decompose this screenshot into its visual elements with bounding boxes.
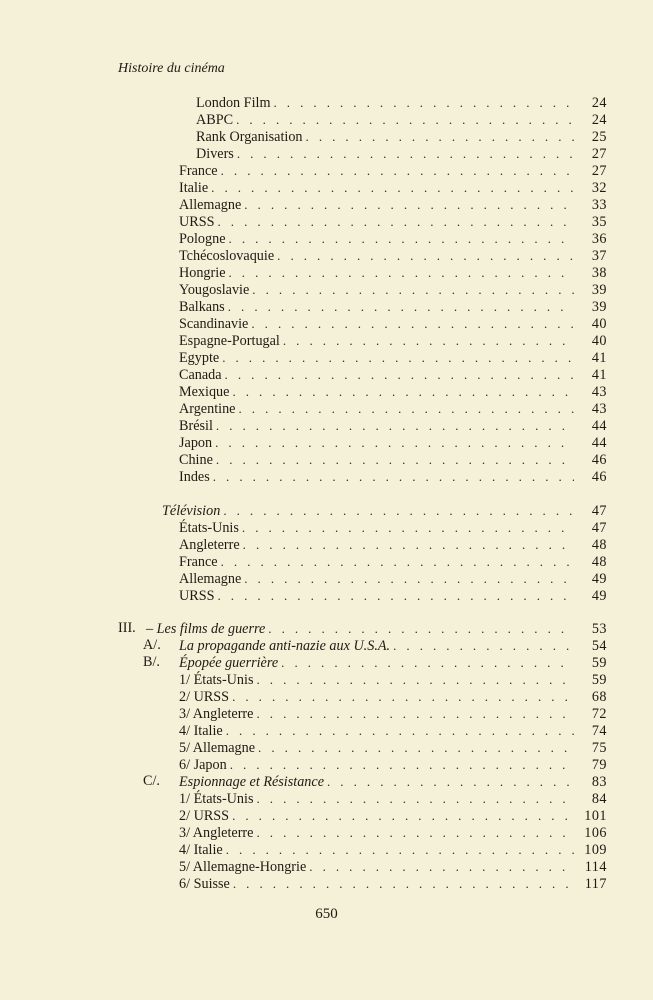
dot-leader bbox=[222, 349, 574, 366]
running-title: Histoire du cinéma bbox=[118, 61, 225, 76]
toc-entry bbox=[0, 128, 653, 145]
dot-leader bbox=[215, 434, 574, 451]
toc-entry bbox=[0, 213, 653, 230]
toc-entry-page: 43 bbox=[591, 384, 607, 400]
toc-entry-title: Italie bbox=[179, 180, 209, 196]
toc-entry-marker: III. bbox=[118, 620, 136, 636]
toc-entry-title: Japon bbox=[179, 435, 213, 451]
toc-entry bbox=[0, 790, 653, 807]
toc-entry bbox=[0, 196, 653, 213]
toc-entry-page: 44 bbox=[591, 435, 607, 451]
toc-entry-page: 47 bbox=[591, 502, 607, 519]
dot-leader bbox=[256, 824, 574, 841]
toc-entry-title: Espagne-Portugal bbox=[179, 333, 280, 349]
toc-entry bbox=[0, 468, 653, 485]
toc-entry-page: 40 bbox=[591, 316, 607, 332]
toc-entry bbox=[0, 230, 653, 247]
toc-entry-page: 49 bbox=[591, 570, 607, 587]
toc-entry bbox=[0, 519, 653, 536]
toc-entry-page: 44 bbox=[591, 418, 607, 434]
toc-entry-page: 75 bbox=[591, 740, 607, 756]
toc-entry-page: 40 bbox=[591, 333, 607, 349]
toc-entry-title: Yougoslavie bbox=[179, 282, 250, 298]
dot-leader bbox=[244, 570, 574, 587]
toc-entry-page: 83 bbox=[591, 774, 607, 790]
toc-entry-title: États-Unis bbox=[179, 519, 239, 536]
toc-entry-page: 59 bbox=[591, 672, 607, 688]
toc-entry-page: 84 bbox=[591, 791, 607, 807]
toc-entry-title: 1/ États-Unis bbox=[179, 791, 254, 807]
toc-entry bbox=[0, 824, 653, 841]
toc-entry-title: 2/ URSS bbox=[179, 689, 230, 705]
toc-entry bbox=[0, 179, 653, 196]
toc-entry-title: Chine bbox=[179, 452, 213, 468]
dot-leader bbox=[226, 841, 574, 858]
toc-entry bbox=[0, 417, 653, 434]
dot-leader bbox=[281, 654, 574, 671]
dot-leader bbox=[258, 739, 574, 756]
dot-leader bbox=[251, 315, 574, 332]
toc-entry-title: 4/ Italie bbox=[179, 723, 223, 739]
toc-entry-title: Allemagne bbox=[179, 197, 242, 213]
toc-entry-title: La propagande anti-nazie aux U.S.A. bbox=[179, 638, 391, 654]
toc-entry bbox=[0, 620, 653, 637]
dot-leader bbox=[327, 773, 574, 790]
toc-entry bbox=[0, 264, 653, 281]
toc-entry-page: 35 bbox=[591, 214, 607, 230]
dot-leader bbox=[232, 383, 574, 400]
toc-entry-page: 114 bbox=[584, 859, 607, 875]
toc-entry-page: 48 bbox=[591, 553, 607, 570]
dot-leader bbox=[229, 230, 574, 247]
toc-entry-page: 33 bbox=[591, 197, 607, 213]
toc-entry-page: 53 bbox=[591, 621, 607, 637]
toc-entry-title: Canada bbox=[179, 367, 222, 383]
toc-entry-title: 3/ Angleterre bbox=[179, 706, 254, 722]
toc-entry-title: 5/ Allemagne-Hongrie bbox=[179, 859, 307, 875]
dot-leader bbox=[216, 451, 574, 468]
dot-leader bbox=[228, 298, 574, 315]
toc-entry-title: Espionnage et Résistance bbox=[179, 774, 324, 790]
toc-entry-page: 106 bbox=[584, 825, 607, 841]
dot-leader bbox=[216, 417, 574, 434]
toc-entry bbox=[0, 671, 653, 688]
toc-entry-page: 117 bbox=[584, 876, 607, 892]
toc-entry bbox=[0, 654, 653, 671]
toc-entry bbox=[0, 332, 653, 349]
toc-entry bbox=[0, 451, 653, 468]
dot-leader bbox=[232, 807, 574, 824]
toc-entry-page: 49 bbox=[591, 587, 607, 604]
toc-entry bbox=[0, 383, 653, 400]
section-spacer bbox=[0, 604, 653, 621]
dot-leader bbox=[225, 366, 574, 383]
table-of-contents bbox=[0, 94, 653, 892]
toc-entry-title: Brésil bbox=[179, 418, 213, 434]
toc-entry-title: Tchécoslovaquie bbox=[179, 248, 275, 264]
dot-leader bbox=[243, 536, 574, 553]
toc-entry-title: ABPC bbox=[196, 112, 234, 128]
toc-entry-title: France bbox=[179, 163, 218, 179]
toc-entry-title: Rank Organisation bbox=[196, 129, 303, 145]
toc-entry-title: – Les films de guerre bbox=[146, 621, 266, 637]
dot-leader bbox=[237, 145, 574, 162]
toc-entry-title: France bbox=[179, 553, 218, 570]
dot-leader bbox=[256, 790, 574, 807]
section-spacer bbox=[0, 485, 653, 502]
toc-entry-title: Argentine bbox=[179, 401, 236, 417]
toc-entry-page: 24 bbox=[591, 95, 607, 111]
toc-entry-title: Allemagne bbox=[179, 570, 242, 587]
toc-entry bbox=[0, 247, 653, 264]
toc-entry bbox=[0, 400, 653, 417]
toc-entry-page: 36 bbox=[591, 231, 607, 247]
toc-entry bbox=[0, 688, 653, 705]
toc-entry-title: Hongrie bbox=[179, 265, 226, 281]
toc-entry bbox=[0, 502, 653, 519]
toc-entry-page: 46 bbox=[591, 469, 607, 485]
toc-entry bbox=[0, 536, 653, 553]
toc-entry bbox=[0, 875, 653, 892]
toc-entry-title: 6/ Japon bbox=[179, 757, 227, 773]
toc-entry-title: Angleterre bbox=[179, 536, 240, 553]
toc-entry-title: URSS bbox=[179, 587, 215, 604]
dot-leader bbox=[242, 519, 574, 536]
dot-leader bbox=[306, 128, 574, 145]
toc-entry-page: 72 bbox=[591, 706, 607, 722]
dot-leader bbox=[268, 620, 574, 637]
toc-entry-page: 68 bbox=[591, 689, 607, 705]
dot-leader bbox=[283, 332, 574, 349]
toc-entry-title: 3/ Angleterre bbox=[179, 825, 254, 841]
toc-entry-page: 38 bbox=[591, 265, 607, 281]
toc-entry-title: London Film bbox=[196, 95, 271, 111]
page-number: 650 bbox=[315, 906, 338, 922]
toc-entry bbox=[0, 281, 653, 298]
dot-leader bbox=[226, 722, 574, 739]
toc-entry bbox=[0, 739, 653, 756]
toc-entry-title: 1/ États-Unis bbox=[179, 672, 254, 688]
dot-leader bbox=[233, 875, 574, 892]
toc-entry bbox=[0, 756, 653, 773]
toc-entry bbox=[0, 722, 653, 739]
toc-entry-page: 59 bbox=[591, 655, 607, 671]
dot-leader bbox=[236, 111, 574, 128]
toc-entry-page: 79 bbox=[591, 757, 607, 773]
toc-entry-title: Télévision bbox=[162, 502, 221, 519]
toc-entry-title: URSS bbox=[179, 214, 215, 230]
toc-entry-page: 25 bbox=[591, 129, 607, 145]
toc-entry-marker: C/. bbox=[143, 773, 160, 789]
toc-entry-marker: B/. bbox=[143, 654, 160, 670]
toc-entry-page: 37 bbox=[591, 248, 607, 264]
toc-entry bbox=[0, 434, 653, 451]
toc-entry-page: 32 bbox=[591, 180, 607, 196]
toc-entry-page: 39 bbox=[591, 282, 607, 298]
toc-entry bbox=[0, 553, 653, 570]
dot-leader bbox=[252, 281, 574, 298]
dot-leader bbox=[277, 247, 574, 264]
toc-entry-title: Indes bbox=[179, 469, 210, 485]
toc-entry bbox=[0, 298, 653, 315]
toc-entry-page: 101 bbox=[584, 808, 607, 824]
toc-entry-page: 43 bbox=[591, 401, 607, 417]
dot-leader bbox=[218, 213, 575, 230]
toc-entry bbox=[0, 773, 653, 790]
dot-leader bbox=[256, 705, 574, 722]
toc-entry-title: Divers bbox=[196, 146, 234, 162]
toc-entry-page: 48 bbox=[591, 536, 607, 553]
toc-entry bbox=[0, 807, 653, 824]
toc-entry-page: 41 bbox=[591, 367, 607, 383]
toc-entry bbox=[0, 705, 653, 722]
toc-entry-title: Mexique bbox=[179, 384, 230, 400]
toc-entry-title: 5/ Allemagne bbox=[179, 740, 256, 756]
toc-entry-marker: A/. bbox=[143, 637, 161, 653]
dot-leader bbox=[229, 264, 575, 281]
toc-entry-page: 46 bbox=[591, 452, 607, 468]
toc-entry-page: 109 bbox=[584, 842, 607, 858]
dot-leader bbox=[309, 858, 574, 875]
dot-leader bbox=[221, 553, 574, 570]
toc-entry bbox=[0, 315, 653, 332]
toc-entry bbox=[0, 587, 653, 604]
toc-entry bbox=[0, 366, 653, 383]
toc-entry-title: Balkans bbox=[179, 299, 225, 315]
toc-entry bbox=[0, 94, 653, 111]
dot-leader bbox=[218, 587, 575, 604]
toc-entry bbox=[0, 858, 653, 875]
toc-entry-page: 39 bbox=[591, 299, 607, 315]
toc-entry-title: Scandinavie bbox=[179, 316, 249, 332]
dot-leader bbox=[256, 671, 574, 688]
toc-entry bbox=[0, 570, 653, 587]
toc-entry-title: 4/ Italie bbox=[179, 842, 223, 858]
dot-leader bbox=[244, 196, 574, 213]
toc-entry-title: 6/ Suisse bbox=[179, 876, 230, 892]
toc-entry bbox=[0, 162, 653, 179]
dot-leader bbox=[232, 688, 574, 705]
dot-leader bbox=[223, 502, 574, 519]
toc-entry bbox=[0, 637, 653, 654]
toc-entry-page: 74 bbox=[591, 723, 607, 739]
toc-entry-page: 41 bbox=[591, 350, 607, 366]
toc-entry-title: Épopée guerrière bbox=[179, 655, 279, 671]
toc-entry-page: 24 bbox=[591, 112, 607, 128]
toc-entry bbox=[0, 111, 653, 128]
toc-entry bbox=[0, 145, 653, 162]
dot-leader bbox=[230, 756, 574, 773]
dot-leader bbox=[238, 400, 574, 417]
toc-entry-title: Egypte bbox=[179, 350, 220, 366]
toc-entry-title: 2/ URSS bbox=[179, 808, 230, 824]
toc-entry-page: 47 bbox=[591, 519, 607, 536]
dot-leader bbox=[211, 179, 574, 196]
toc-entry bbox=[0, 349, 653, 366]
toc-entry-page: 54 bbox=[591, 638, 607, 654]
dot-leader bbox=[213, 468, 574, 485]
dot-leader bbox=[221, 162, 574, 179]
dot-leader bbox=[393, 637, 574, 654]
toc-entry bbox=[0, 841, 653, 858]
dot-leader bbox=[274, 94, 575, 111]
toc-entry-page: 27 bbox=[591, 146, 607, 162]
toc-entry-title: Pologne bbox=[179, 231, 226, 247]
toc-entry-page: 27 bbox=[591, 163, 607, 179]
